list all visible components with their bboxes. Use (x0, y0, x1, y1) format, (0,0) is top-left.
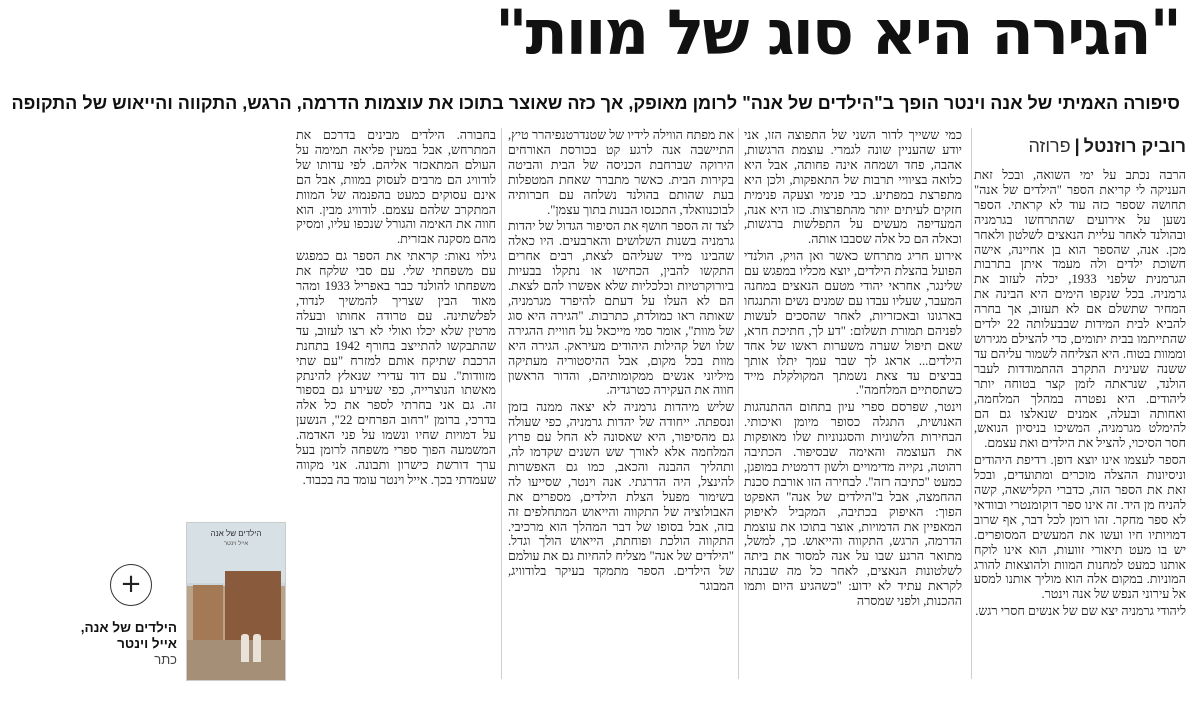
paragraph: לצד זה הספר חושף את הסיפור הגדול של יהדות גרמניה בשנות השלושים והארבעים. היו כאלה שהבינו מייד שעליהם לצאת, רבים אחרים התקשו להבין, הכחישו או נתקלו בבעיות ביורוקרטיות וכלכליות שלא אפשרו להם לצאת. הם לא העלו על דעתם להיפרד מגרמניה, שאותה ראו כמולדת, כתרבות. "הגירה היא סוג של מוות", אומר סמי מייכאל על חוויית ההגירה שלו ושל קהילות היהודים מעיראק. הגירה היא מוות בכל מקום, אבל ההיסטוריה מעתיקה מיליוני אנשים ממקומותיהם, והדור הראשון חווה את העקירה כטרגדיה. (508, 219, 734, 398)
cover-title: הילדים של אנה (210, 529, 262, 538)
cover-building-left (193, 585, 223, 641)
subheadline: סיפורה האמיתי של אנה וינטר הופך ב"הילדים של אנה" לרומן מאופק, אך כזה שאוצר בתוכו את עוצמות הדרמה, הרגש, התקווה והייאוש של התקופה (11, 93, 1180, 113)
cover-figure (241, 634, 249, 662)
paragraph: הרבה נכתב על ימי השואה, ובכל זאת העניקה לי קריאת הספר "הילדים של אנה" תחושה שספר כזה עוד לא קראתי. הספר נשען על אירועים שהתרחשו בגרמניה ובהולנד לאחר עליית הנאצים לשלטון ולאחר מכן. אנה, שהספר הוא בן אחיינה, אישה חשוכת ילדים ולה מעמד איתן בתרבות הגרמנית שלפני 1933, יכלה לעזוב את גרמניה. בכל שנקפו הימים היא הבינה את המחיר שתשלם אם לא תעזוב, אך בחרה להביא לבית המידות שבבעלותה 22 ילדים שהתייתמו בבית יתומים, כדי להצילם מגירוש וממוות בטוח. היא הצליחה לשמור עליהם עד ששנה שעינית התקרב ההתמודדות לעבר הולנד, שנראתה לזמן קצר בטוחה יותר ליהודים. היא נפטרה במהלך המלחמה, ואחותה ובעלה, אמנים שנאלצו גם הם להימלט מגרמניה, המשיכו בניסיון הנואש, חסר הסיכוי, להציל את הילדים ואת עצמם. (974, 168, 1186, 451)
paragraph: גילוי נאות: קראתי את הספר גם כמפגש עם משפחתי שלי. עם סבי שלקח את משפחתו להולנד כבר באפריל 1933 ומהר מאוד הבין שצריך להמשיך לנדוד, לפלשתינה. עם טרודה אחותו ובעלה מרטין שלא יכלו ואולי לא רצו לעזוב, עד שהתבקשו להתייצב בחורף 1942 בתחנת הרכבת שתיקח אותם למזרח "עם שתי מזוודות". עם דוד עדירי שנאלץ להינתק מאשתו הנוצרייה, כפי שעירע גם בספור זה. גם אני בחרתי לספר את כל אלה בדרכי, ברומן "רחוב הפרחים 22", הנשען על דמויות שחיו ונשמו על פני האדמה. המשמעה הפוך ספרי משפחה לרומן בעל ערך דורשת כישרון ותבונה. אני מקווה שעמדתי בכך. אייל וינטר עומד בה בכבוד. (296, 249, 496, 487)
paragraph: וינטר, שפרסם ספרי עיון בתחום ההתנהגות האנושית, התגלה כסופר מיומן ואיכותי. הבחירות הלשוניות והסגנוניות שלו מאופקות את העוצמה והאימה שבסיפור. הכתיבה רהוטה, נקייה מדימויים ולשון דרמטית במופגן, כמעט "כתיבה רזה". לבחירה הזו אורבת סכנת ההחמצה, אבל ב"הילדים של אנה" האפקט הפוך: האיפוק בכתיבה, המקביל לאיפוק המאפיין את הדמויות, אוצר בתוכו את עוצמת הדרמה, הרגש, התקווה והייאוש. כך, למשל, מתואר הרגע שבו על אנה למסור את ביתה לשלטונות הנאצים, לאחר כל מה שבנתה לקראת עתיד לא ידוע: "כשהגיע היום ותמו ההכנות, ולפני שמסרה (744, 400, 962, 609)
article-column-3 (508, 128, 734, 679)
column-divider (971, 128, 972, 679)
book-cover-image (186, 522, 286, 681)
cover-figure (253, 634, 261, 662)
book-caption (12, 620, 177, 668)
byline-author: רוביק רוזנטל (1083, 136, 1186, 156)
article-column-4 (296, 128, 496, 679)
headline: "הגירה היא סוג של מוות" (495, 0, 1180, 66)
byline (974, 134, 1186, 158)
paragraph: אירוע חריג מתרחש כאשר ואן הויק, הולנדי הפועל בהצלת הילדים, יוצא מכליו במפגש עם שלינגר, אחראי יהודי מטעם הנאצים במחנה המעבר, שעליו עבדו עם שמנים נשים והתנגחו בארגונו ובאכזריות, לאחר שהסכים לעשות לפניהם תמורת תשלום: "דע לך, חתיכת חרא, שאם תיפול שערה משערות ראשו של אחד הילדים... אראג לך שבר עמך יתלו אותך בביצים עד צאת נשמתך המקולקלת מייד כשתסתיים המלחמה". (744, 249, 962, 398)
column-divider (738, 128, 739, 679)
paragraph: בחבורה. הילדים מבינים בדרכם את המתרחש, אבל במעין פליאה תמימה על העולם המתאכזר אליהם. לפי עדותו של לודוויג הם מרבים לעסוק במוות, אבל הם אינם עסוקים כמעט בהפנמה של המוות המתקרב שלהם עצמם. לודוויג מבין. הוא חווה את האימה והגורל שנכפו עליו, ומסיק מהם מסקנה אבזרית. (296, 128, 496, 247)
article-column-2 (744, 128, 962, 679)
paragraph: שליש מיהדות גרמניה לא יצאה ממנה בזמן ונספתה. ייחודה של יהדות גרמניה, כפי שעולה גם מהסיפור, היא שאסונה לא החל עם פרוץ המלחמה אלא לאורך שש השנים שקדמו לה, ותהליך ההבנה והכאב, כמו גם האפשרות להינצל, היה הדרגתי. אנה וינטר, שסייעו לה בשימור מפעל הצלת הילדים, מספרים את האבולוציה של התקווה והייאוש המתחלפים זה בזה, אבל בסופו של דבר המהלך הוא מרכיבי. התקווה הולכת ופוחתת, הייאוש הולך וגדל. "הילדים של אנה" מצליח להחיות גם את עולמם של הילדים. הספר מתמקד בעיקר בלודוויג, המבוגר (508, 400, 734, 594)
byline-separator: | (1074, 136, 1080, 156)
paragraph: הספר לעצמו אינו יוצא דופן. רדיפת היהודים וניסיונות ההצלה מוכרים ומתועדים, ובכל זאת את הספר הזה, כדברי הקלישאה, קשה להניח מן היד. זה אינו ספר דוקומנטרי ובוודאי לא ספר מחקר. זהו רומן לכל דבר, אף שרוב דמויותיו חיו ועשו את המעשים המסופרים. יש בו מעט תיאורי זוועות, הוא אינו לוקח אותנו כמעט למחנות המוות ולהוצאות להורג המוניות. במקום אלה הוא מוליך אותנו למסע אל עירוני הנפש של אנה וינטר. (974, 453, 1186, 602)
expand-plus-icon[interactable]: + (110, 564, 152, 606)
paragraph: את מפתח הווילה לידיו של שטנדרטנפיהרר טיץ, התיישבה אנה לרגע קט בכורסת האורחים הירוקה שברחבת הכניסה של הבית והביטה בקירות הבית. כאשר מתברר שאחת המטפלות בעת שהותם בהולנד נשלחה עם חברותיה לבוכנוואלד, התכנסו הבנות בתוך עצמן". (508, 128, 734, 217)
paragraph: ליהודי גרמניה יצא שם של אנשים חסרי רגש. (975, 604, 1186, 619)
paragraph: כמי ששייך לדור השני של התפוצה הזו, אני יודע שהעניין שונה לגמרי. עוצמת הרגשות, אהבה, פחד ושמחה אינה פחותה, אבל היא כלואה בציוויי תרבות של התאפקות, ולכן היא מתפרצת במפתיע. כבי פנימי וצעקה פנימית חזקים לעיתים יותר מהתפרצות. כזו היא אנה, המעדיפה מעשים על התפלשות ברגשות, וכאלה הם כל אלה שסבבו אותה. (744, 128, 962, 247)
cover-building (225, 571, 281, 641)
byline-genre: פרוזה (1028, 136, 1071, 156)
cover-ground (187, 640, 285, 680)
cover-author: אייל וינטר (223, 541, 249, 547)
caption-title: הילדים של אנה, (80, 620, 177, 635)
caption-author: אייל וינטר (117, 636, 177, 651)
column-divider (501, 128, 502, 679)
article-column-1 (974, 168, 1186, 719)
caption-publisher: כתר (154, 652, 177, 667)
